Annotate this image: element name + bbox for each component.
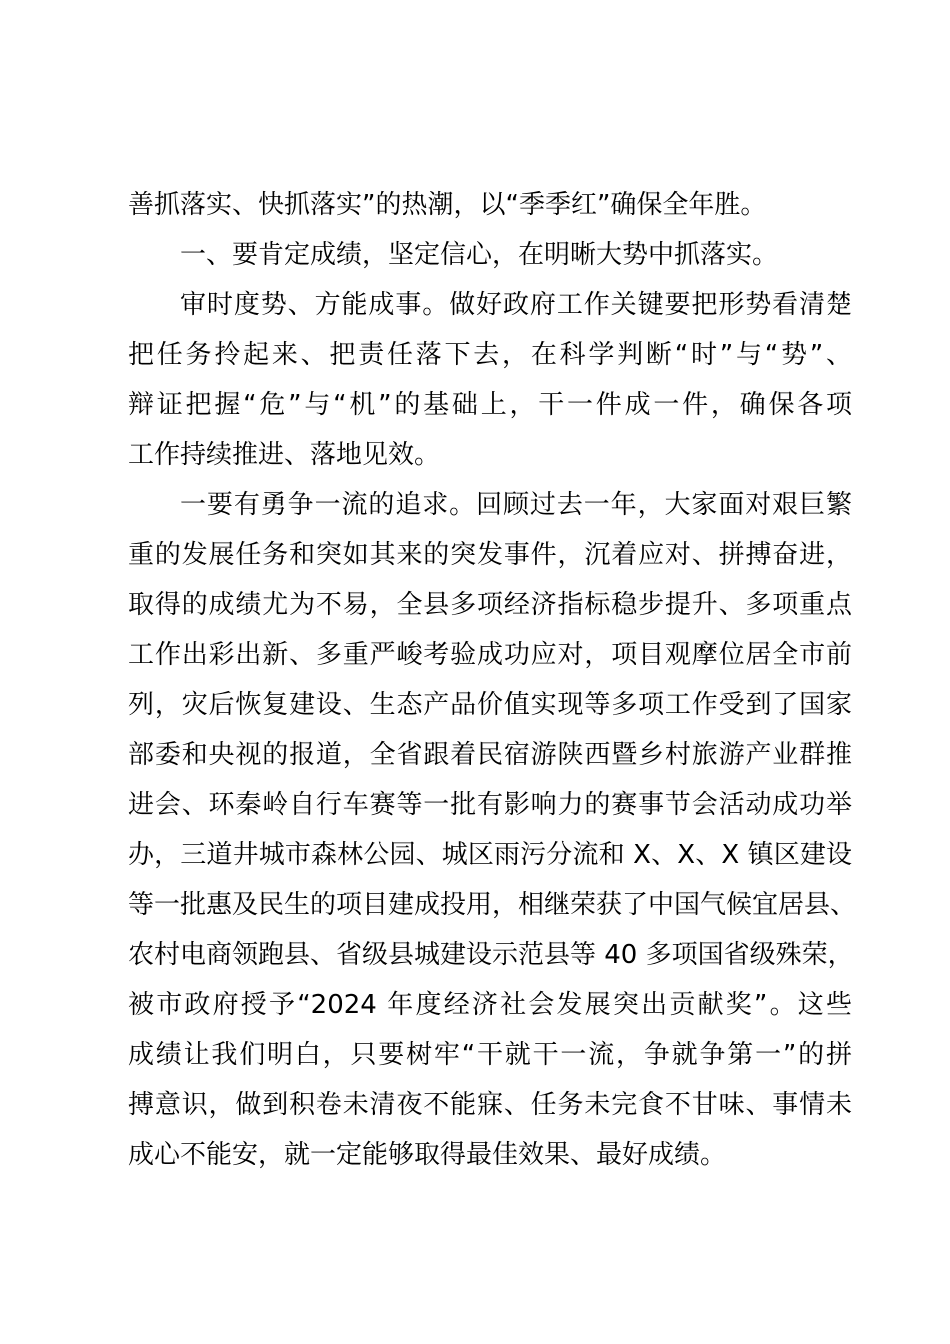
text-line: 等一批惠及民生的项目建成投用，相继荣获了中国气候宜居县、	[128, 890, 857, 920]
text-line: 列，灾后恢复建设、生态产品价值实现等多项工作受到了国家	[128, 690, 852, 720]
text-line: 被市政府授予“2024 年度经济社会发展突出贡献奖”。这些	[128, 990, 852, 1020]
text-line: 成绩让我们明白，只要树牢“干就干一流，争就争第一”的拼	[128, 1040, 852, 1070]
text-line: 农村电商领跑县、省级县城建设示范县等 40 多项国省级殊荣，	[128, 940, 854, 970]
text-line: 办，三道井城市森林公园、城区雨污分流和 X、X、X 镇区建设	[128, 840, 852, 870]
text-line: 善抓落实、快抓落实”的热潮，以“季季红”确保全年胜。	[128, 190, 767, 220]
text-line: 取得的成绩尤为不易，全县多项经济指标稳步提升、多项重点	[128, 590, 852, 620]
text-line: 部委和央视的报道，全省跟着民宿游陕西暨乡村旅游产业群推	[128, 740, 852, 770]
text-line: 进会、环秦岭自行车赛等一批有影响力的赛事节会活动成功举	[128, 790, 852, 820]
text-line: 把任务拎起来、把责任落下去，在科学判断“时”与“势”、	[128, 340, 852, 370]
text-line: 工作出彩出新、多重严峻考验成功应对，项目观摩位居全市前	[128, 640, 852, 670]
text-line: 辩证把握“危”与“机”的基础上，干一件成一件，确保各项	[128, 390, 852, 420]
text-line: 一要有勇争一流的追求。回顾过去一年，大家面对艰巨繁	[180, 490, 852, 520]
section-heading: 一、要肯定成绩，坚定信心，在明晰大势中抓落实。	[180, 240, 779, 270]
text-line: 搏意识，做到积卷未清夜不能寐、任务未完食不甘味、事情未	[128, 1090, 852, 1120]
text-line: 重的发展任务和突如其来的突发事件，沉着应对、拼搏奋进，	[128, 540, 852, 570]
text-line: 工作持续推进、落地见效。	[128, 440, 441, 470]
text-line: 审时度势、方能成事。做好政府工作关键要把形势看清楚	[180, 290, 852, 320]
text-line: 成心不能安，就一定能够取得最佳效果、最好成绩。	[128, 1140, 727, 1170]
